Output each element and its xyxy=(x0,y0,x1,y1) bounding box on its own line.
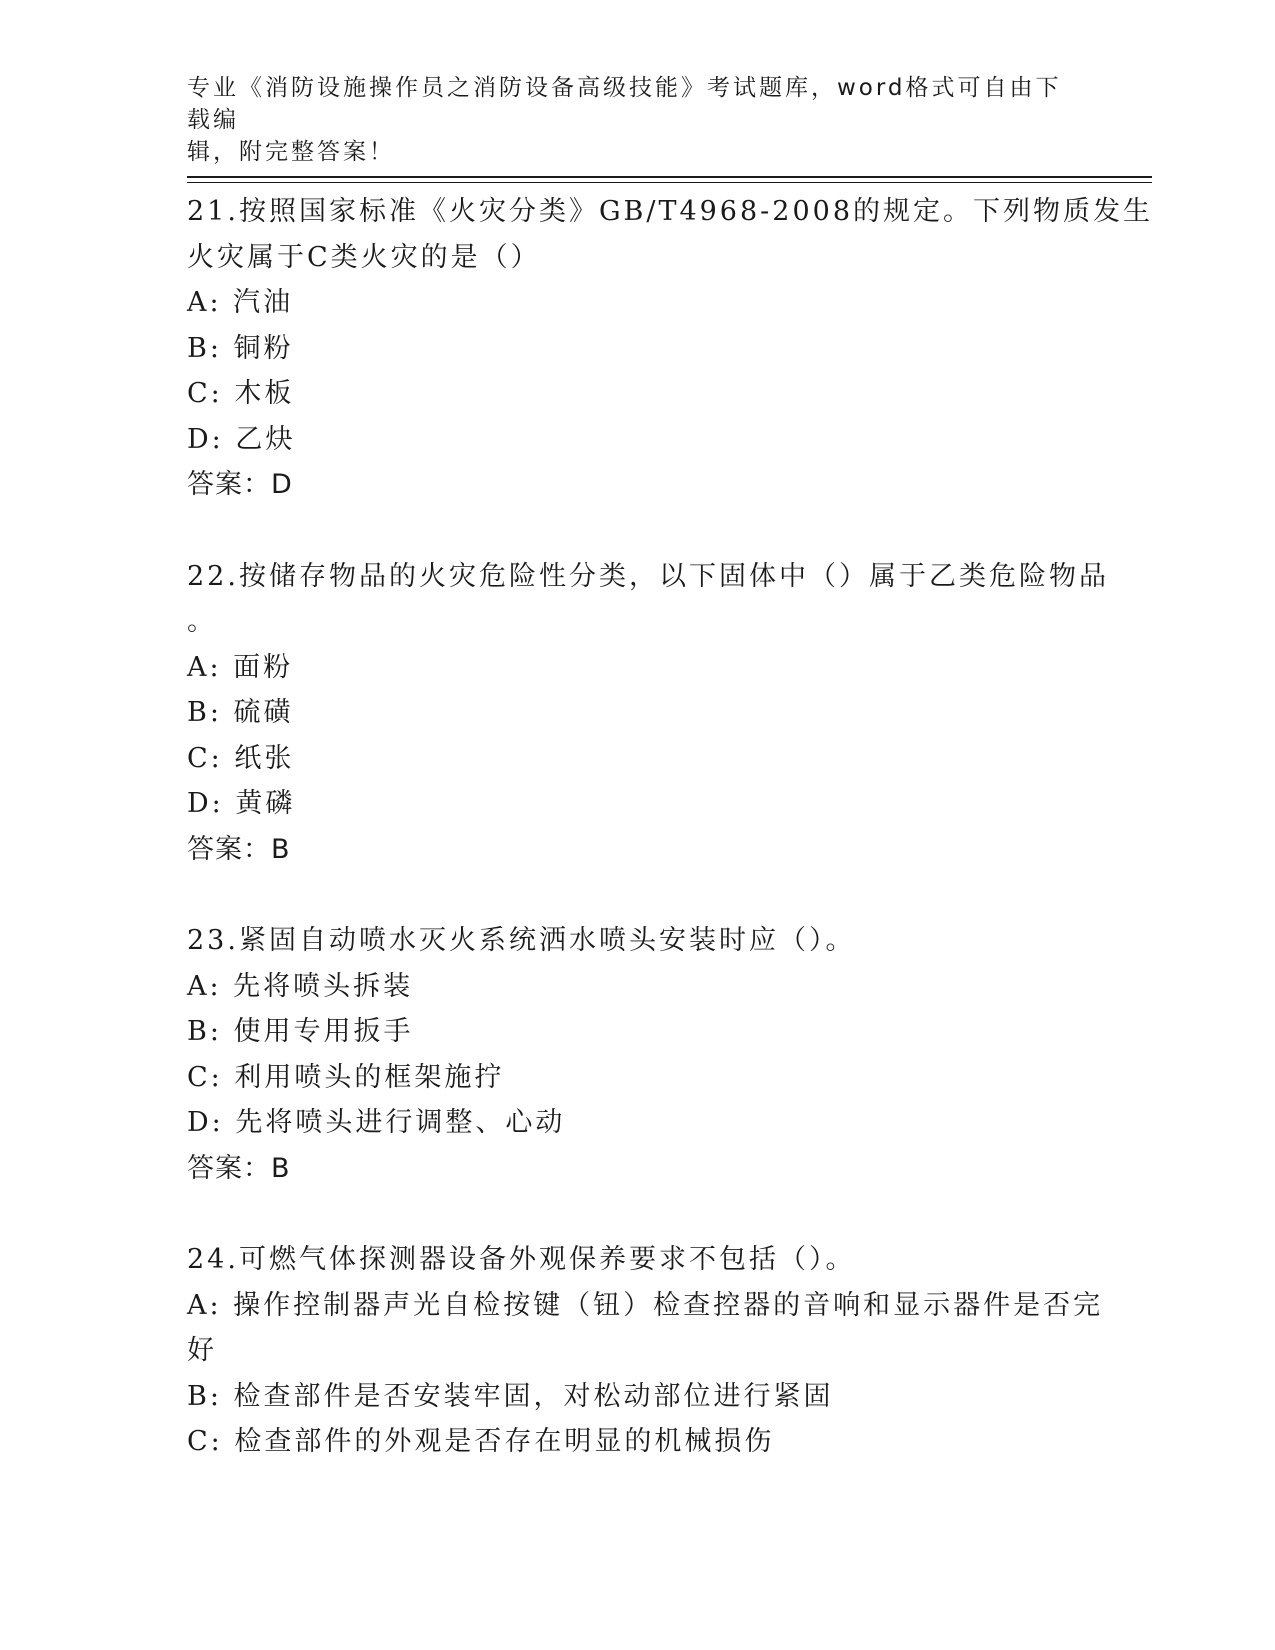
option-b: B: 硫磺 xyxy=(187,697,294,728)
header-divider-thin xyxy=(187,182,1152,183)
option-b: B: 使用专用扳手 xyxy=(187,1016,414,1047)
option-c: C: 木板 xyxy=(187,378,295,409)
header-divider-thick xyxy=(187,176,1152,178)
question-stem: 火灾属于C类火灾的是（） xyxy=(187,241,541,273)
question-stem: 。 xyxy=(187,606,217,637)
option-d: D: 先将喷头进行调整、心动 xyxy=(187,1107,566,1138)
answer: 答案：D xyxy=(187,469,293,500)
option-b: B: 检查部件是否安装牢固，对松动部位进行紧固 xyxy=(187,1380,834,1412)
question-stem: 24.可燃气体探测器设备外观保养要求不包括（）。 xyxy=(187,1244,856,1275)
answer: 答案：B xyxy=(187,1152,291,1184)
question-23 xyxy=(187,918,1077,1191)
answer: 答案：B xyxy=(187,833,291,865)
question-stem: 21.按照国家标准《火灾分类》GB/T4968-2008的规定。下列物质发生 xyxy=(187,196,1154,227)
option-a-continued: 好 xyxy=(187,1335,217,1366)
option-a: A: 先将喷头拆装 xyxy=(187,970,414,1002)
option-d: D: 黄磷 xyxy=(187,788,296,819)
header-line-2: 辑，附完整答案！ xyxy=(187,139,395,165)
spacer xyxy=(187,872,1077,918)
header-line-1: 专业《消防设施操作员之消防设备高级技能》考试题库，word格式可自由下载编 xyxy=(187,75,1062,133)
question-stem: 22.按储存物品的火灾危险性分类，以下固体中（）属于乙类危险物品 xyxy=(187,560,1109,592)
question-list xyxy=(187,189,1154,1465)
question-stem: 23.紧固自动喷水灭火系统洒水喷头安装时应（）。 xyxy=(187,925,856,956)
option-a: A: 操作控制器声光自检按键（钮）检查控器的音响和显示器件是否完 xyxy=(187,1289,1104,1321)
option-a: A: 面粉 xyxy=(187,651,294,683)
document-header xyxy=(187,72,1067,168)
question-21 xyxy=(187,189,1154,508)
spacer xyxy=(187,508,1077,554)
option-c: C: 检查部件的外观是否存在明显的机械损伤 xyxy=(187,1426,775,1457)
option-a: A: 汽油 xyxy=(187,287,294,318)
question-24 xyxy=(187,1237,1104,1465)
option-c: C: 纸张 xyxy=(187,742,295,774)
option-b: B: 铜粉 xyxy=(187,332,294,364)
spacer xyxy=(187,1191,1077,1237)
question-22 xyxy=(187,554,1109,873)
option-c: C: 利用喷头的框架施拧 xyxy=(187,1061,505,1093)
option-d: D: 乙炔 xyxy=(187,423,296,455)
